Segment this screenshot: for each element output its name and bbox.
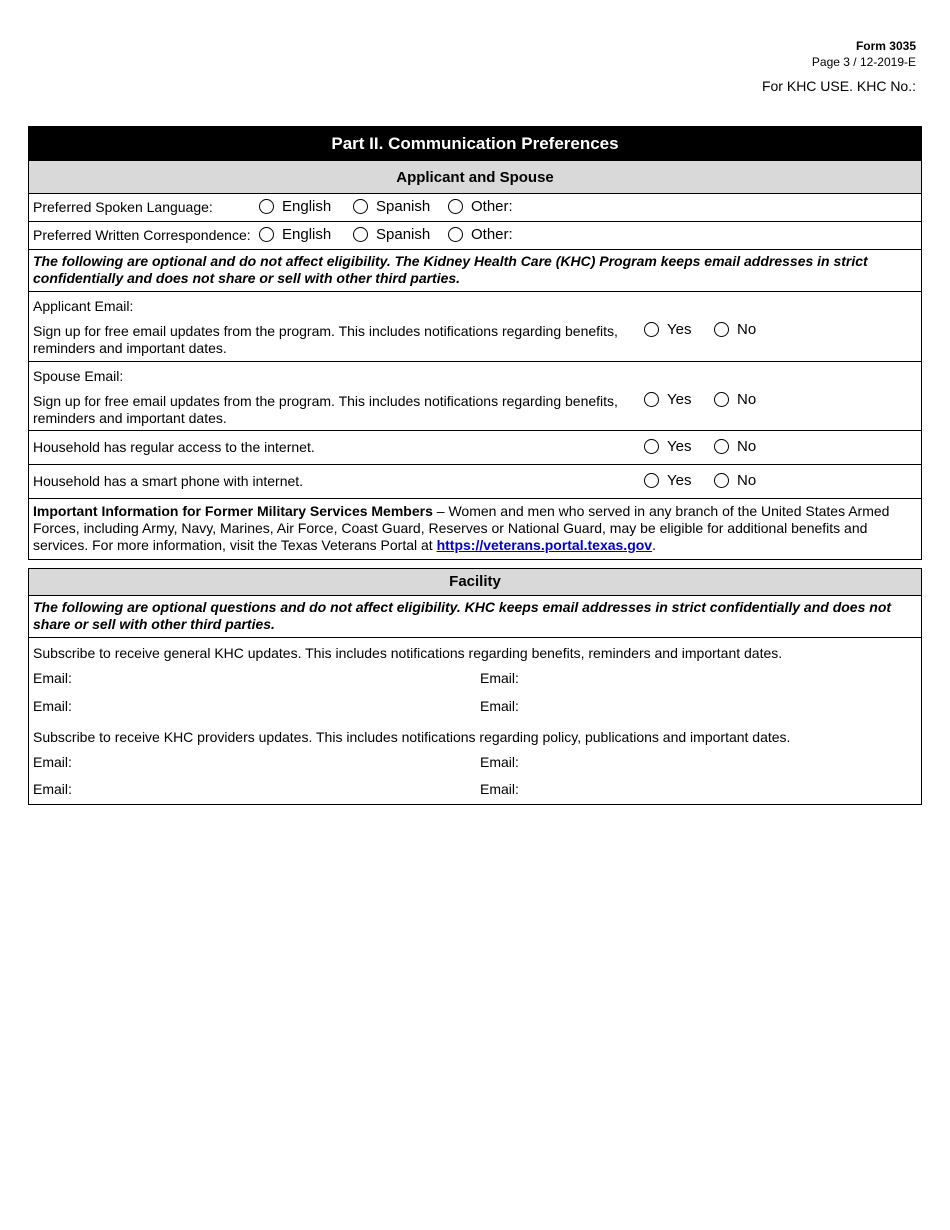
no-label: No	[737, 438, 757, 455]
written-spanish-option[interactable]	[353, 226, 430, 243]
form-number: Form 3035	[855, 39, 916, 53]
radio-icon[interactable]	[353, 199, 368, 214]
no-label: No	[737, 472, 757, 489]
providers-email-4[interactable]: Email:	[480, 781, 519, 797]
option-label: Other:	[471, 198, 513, 215]
spoken-spanish-option[interactable]	[353, 198, 430, 215]
page-info: Page 3 / 12-2019-E	[811, 55, 916, 69]
radio-icon[interactable]	[259, 199, 274, 214]
radio-icon[interactable]	[353, 227, 368, 242]
no-label: No	[737, 321, 757, 338]
form-header	[762, 38, 916, 95]
smart-phone-row	[29, 464, 921, 498]
facility-section	[28, 568, 922, 805]
general-email-1[interactable]: Email:	[33, 670, 72, 686]
spouse-no-option[interactable]	[714, 391, 756, 408]
applicant-email-label: Applicant Email:	[33, 298, 134, 314]
no-label: No	[737, 391, 757, 408]
military-text: – Women and men who served in any branch of the United States Armed Forces, including Army, Navy, Marines, Air Force, Coast Guard, Reserves or National Guard, may be eligible for additional benefits and services. For more information, visit the Texas Veterans Portal at	[33, 503, 890, 553]
spouse-email-label: Spouse Email:	[33, 368, 124, 384]
radio-icon[interactable]	[448, 199, 463, 214]
option-label: English	[282, 226, 332, 243]
providers-email-3[interactable]: Email:	[33, 781, 72, 797]
radio-icon[interactable]	[714, 473, 729, 488]
providers-email-1[interactable]: Email:	[33, 754, 72, 770]
khc-use-label: For KHC USE. KHC No.:	[761, 78, 916, 94]
part2-title: Part II. Communication Preferences	[29, 127, 921, 160]
option-label: English	[282, 198, 332, 215]
radio-icon[interactable]	[714, 439, 729, 454]
option-label: Other:	[471, 226, 513, 243]
yes-label: Yes	[667, 391, 692, 408]
applicant-signup-text: Sign up for free email updates from the program. This includes notifications regarding benefits, reminders and important dates.	[33, 323, 618, 356]
applicant-no-option[interactable]	[714, 321, 756, 338]
radio-icon[interactable]	[644, 473, 659, 488]
general-email-3[interactable]: Email:	[33, 698, 72, 714]
radio-icon[interactable]	[644, 392, 659, 407]
spouse-yes-option[interactable]	[644, 391, 691, 408]
radio-icon[interactable]	[644, 439, 659, 454]
general-email-2[interactable]: Email:	[480, 670, 519, 686]
general-email-4[interactable]: Email:	[480, 698, 519, 714]
providers-subscribe-text: Subscribe to receive KHC providers updates. This includes notifications regarding policy, publications and important dates.	[33, 729, 791, 745]
yes-label: Yes	[667, 472, 692, 489]
internet-access-row	[29, 430, 921, 464]
facility-title: Facility	[29, 569, 921, 595]
providers-email-2[interactable]: Email:	[480, 754, 519, 770]
optional-note: The following are optional and do not affect eligibility. The Kidney Health Care (KHC) Program keeps email addresses in strict confidentially and does not share or sell with other third parties.	[29, 249, 921, 292]
veterans-portal-link[interactable]: https://veterans.portal.texas.gov	[436, 537, 653, 553]
spouse-signup-text: Sign up for free email updates from the program. This includes notifications regarding benefits, reminders and important dates.	[33, 393, 618, 426]
radio-icon[interactable]	[448, 227, 463, 242]
facility-subscriptions	[29, 638, 921, 804]
written-correspondence-row	[29, 221, 921, 249]
spoken-english-option[interactable]	[259, 198, 331, 215]
internet-yes-option[interactable]	[644, 438, 691, 455]
radio-icon[interactable]	[714, 392, 729, 407]
option-label: Spanish	[376, 198, 431, 215]
written-correspondence-label: Preferred Written Correspondence:	[33, 227, 251, 243]
applicant-spouse-subtitle: Applicant and Spouse	[29, 160, 921, 193]
facility-note: The following are optional questions and do not affect eligibility. KHC keeps email addresses in strict confidentially and does not share or sell with other third parties.	[29, 595, 921, 638]
phone-yes-option[interactable]	[644, 472, 691, 489]
military-info	[29, 498, 921, 559]
smart-phone-text: Household has a smart phone with internet.	[33, 473, 304, 489]
military-heading: Important Information for Former Military Services Members	[33, 503, 433, 519]
military-end: .	[652, 537, 656, 553]
spouse-email-row	[29, 361, 921, 430]
applicant-email-row	[29, 292, 921, 361]
spoken-language-row	[29, 193, 921, 221]
radio-icon[interactable]	[644, 322, 659, 337]
yes-label: Yes	[667, 438, 692, 455]
internet-access-text: Household has regular access to the internet.	[33, 439, 315, 455]
spoken-other-option[interactable]	[448, 198, 513, 215]
written-other-option[interactable]	[448, 226, 513, 243]
general-subscribe-text: Subscribe to receive general KHC updates. This includes notifications regarding benefits, reminders and important dates.	[33, 645, 783, 661]
option-label: Spanish	[376, 226, 431, 243]
radio-icon[interactable]	[259, 227, 274, 242]
yes-label: Yes	[667, 321, 692, 338]
phone-no-option[interactable]	[714, 472, 756, 489]
part2-section	[28, 126, 922, 560]
radio-icon[interactable]	[714, 322, 729, 337]
applicant-yes-option[interactable]	[644, 321, 691, 338]
spoken-language-label: Preferred Spoken Language:	[33, 199, 213, 215]
written-english-option[interactable]	[259, 226, 331, 243]
internet-no-option[interactable]	[714, 438, 756, 455]
